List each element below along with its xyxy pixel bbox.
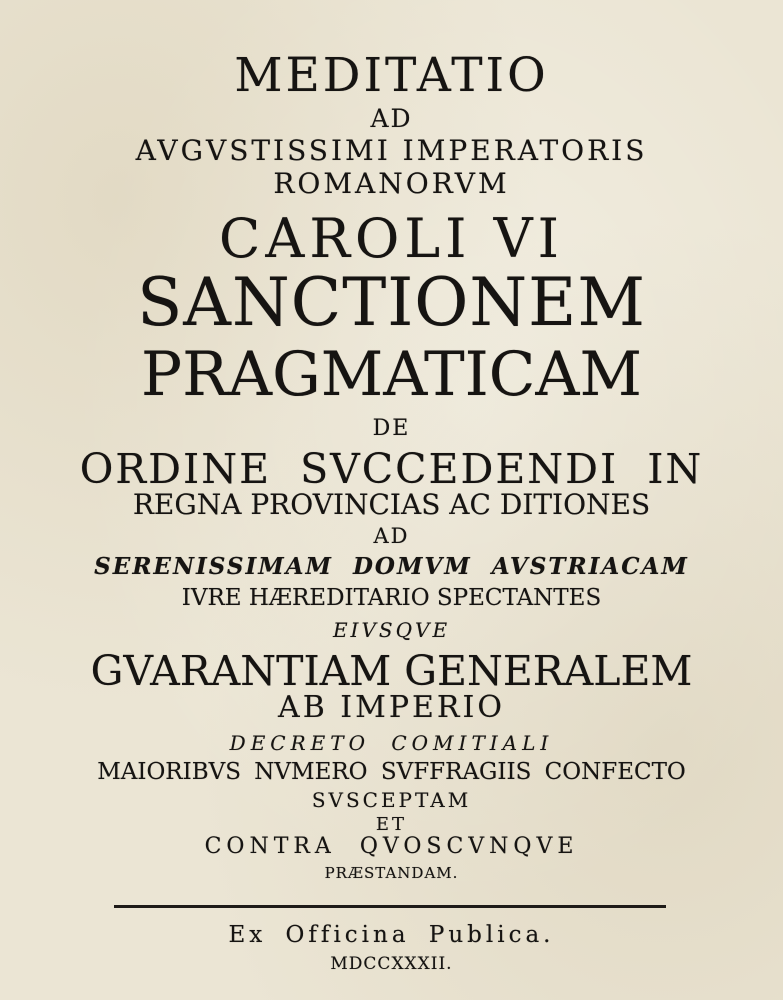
horizontal-rule: [114, 905, 666, 908]
title-line: ROMANORVM: [273, 167, 510, 200]
title-line: CAROLI VI: [219, 207, 564, 270]
title-line: AD: [370, 104, 413, 133]
title-line: PRÆSTANDAM.: [324, 864, 459, 882]
title-line: AD: [373, 524, 410, 548]
title-line: CONTRA QVOSCVNQVE: [204, 834, 579, 859]
title-line: IVRE HÆREDITARIO SPECTANTES: [181, 585, 602, 611]
title-line: PRAGMATICAM: [141, 339, 642, 410]
title-line: ET: [375, 814, 408, 835]
title-line: ORDINE SVCCEDENDI IN: [79, 445, 704, 493]
title-line: SERENISSIMAM DOMVM AVSTRIACAM: [94, 553, 689, 580]
title-line: MAIORIBVS NVMERO SVFFRAGIIS CONFECTO: [97, 759, 686, 785]
title-line: GVARANTIAM GENERALEM: [90, 647, 693, 695]
title-line: REGNA PROVINCIAS AC DITIONES: [132, 488, 651, 521]
title-line: DE: [372, 416, 411, 441]
imprint-year: MDCCXXXII.: [330, 954, 453, 974]
title-line: MEDITATIO: [234, 48, 549, 103]
title-line: AVGVSTISSIMI IMPERATORIS: [135, 134, 648, 167]
title-line: DECRETO COMITIALI: [229, 731, 554, 755]
title-line: SVSCEPTAM: [311, 788, 472, 812]
title-line: SANCTIONEM: [137, 264, 646, 341]
imprint-publisher: Ex Officina Publica.: [228, 922, 555, 948]
title-line: EIVSQVE: [332, 618, 451, 642]
title-line: AB IMPERIO: [278, 690, 505, 725]
